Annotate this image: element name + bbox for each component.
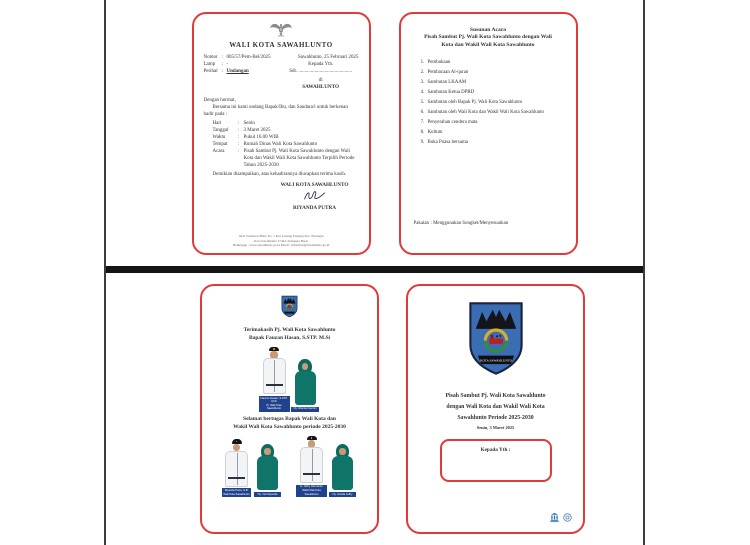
heritage-logos — [549, 512, 572, 523]
page-agenda — [399, 12, 578, 255]
signer-name: RIYANDA PUTRA — [293, 204, 336, 211]
city-crest-icon — [280, 295, 299, 318]
footer-line: Kota Sawahlunto 27424, Sumatera Barat — [254, 238, 308, 243]
agenda-list — [412, 58, 565, 148]
footer-line: Jalan Soekarno-Hatta No. 1 Kel. Lubang Panjang Kec. Barangin — [238, 234, 324, 239]
agenda-item: 6. Sambutan oleh Wali Kota dan Wakil Wali Kota Sawahlunto — [426, 108, 565, 118]
event-details — [204, 120, 359, 169]
letter-meta — [204, 54, 283, 91]
salutation: Dengan hormat, — [203, 97, 236, 103]
official-photo — [298, 436, 326, 484]
outgoing-official-figure — [259, 347, 290, 412]
kepada-line: Kepada Yth. — [308, 62, 334, 68]
agenda-item: 7. Penyerahan cendera mata — [426, 118, 565, 128]
top-page-row — [106, 0, 643, 266]
official-photo — [223, 439, 251, 487]
agenda-item: 9. Buka Puasa bersama — [426, 138, 565, 148]
place-date: Sawahlunto, 25 Februari 2025 — [297, 55, 359, 61]
page-officials-photos — [200, 284, 379, 534]
spouse-photo — [254, 443, 282, 491]
mayor-figure — [221, 439, 252, 496]
addressee-block — [283, 54, 359, 91]
spouse-photo — [329, 443, 357, 491]
outgoing-photo — [208, 347, 371, 412]
page-divider — [106, 266, 643, 273]
agenda-item: 1. Pembukaan — [426, 58, 565, 68]
agenda-item: 8. Kultum — [426, 128, 565, 138]
signature-icon — [302, 189, 328, 202]
meta-nomor: Nomor : 005/57/Pem-Bel/2025 — [203, 55, 271, 61]
vice-mayor-spouse-figure — [327, 443, 358, 497]
letter-footer — [204, 234, 359, 247]
photo-name-label: Ny. Ghenia Fauzan — [291, 407, 318, 412]
detail-hari: Hari : Senin — [212, 120, 255, 126]
di-line: di — [318, 78, 323, 84]
outgoing-spouse-figure — [290, 358, 321, 412]
city-line: SAWAHLUNTO — [302, 84, 340, 91]
spouse-photo — [291, 358, 319, 406]
footer-line: Homepage : www.sawahlunto.go.id Email : informasi@sawahlunto.go.id — [232, 243, 330, 248]
photo-name-label: Fauzan Hasan, S.STP. M.Si Pj. Wali Kota Sawahlunto — [260, 396, 288, 411]
signer-title: WALI KOTA SAWAHLUNTO — [280, 181, 349, 188]
office-title: WALI KOTA SAWAHLUNTO — [229, 40, 333, 49]
city-crest-icon — [464, 300, 528, 377]
sdr-line: Sdr. ........................................... — [289, 69, 353, 75]
agenda-item: 4. Sambutan Ketua DPRD — [426, 88, 565, 98]
thanks-heading: Terimakasih Pj. Wali Kota Sawahlunto Bapak Fauzan Hasan, S.STP. M.Si — [243, 327, 336, 341]
vice-mayor-figure — [296, 436, 327, 497]
closing-paragraph: Demikian disampaikan, atas kehadirannya diucapkan terima kasih. — [212, 171, 347, 177]
mayor-spouse-figure — [252, 443, 283, 497]
dress-code: Pakaian : Menggunakan Songket/Menyesuaikan — [413, 220, 509, 226]
photo-name-label: Ny. Yeri Riyanda — [254, 492, 281, 497]
garuda-emblem-icon — [269, 21, 293, 37]
detail-acara: Acara : Pisah Sambut Pj. Wali Kota Sawahlunto dengan Wali Kota dan Wakil Wali Kota Sawahlunto Terpilih Periode Tahun 2025-2030 — [212, 148, 355, 168]
page-invitation-letter — [192, 12, 371, 255]
cover-title: Pisah Sambut Pj. Wali Kota Sawahlunto dengan Wali Kota dan Wakil Wali Kota Sawahlunto Periode 2025-2030 — [445, 393, 546, 421]
signature-block — [271, 182, 359, 213]
svg-text:KOTA SAWAHLUNTO: KOTA SAWAHLUNTO — [479, 358, 512, 363]
unesco-logo-icon — [549, 512, 560, 523]
letterhead — [204, 21, 359, 40]
agenda-item: 3. Sambutan LKAAM — [426, 78, 565, 88]
addressee-box: Kepada Yth : — [440, 439, 552, 482]
spread-frame — [104, 0, 645, 545]
cover-date: Senin, 3 Maret 2025 — [476, 425, 515, 430]
page-cover — [406, 284, 585, 534]
meta-lamp: Lamp : - — [203, 62, 229, 68]
detail-waktu: Waktu : Pukul 16.00 WIB — [212, 134, 279, 140]
detail-tanggal: Tanggal : 3 Maret 2025 — [212, 127, 271, 133]
svg-text:KOTA SAWAHLUNTO: KOTA SAWAHLUNTO — [284, 313, 295, 315]
agenda-item: 5. Sambutan oleh Bapak Pj. Wali Kota Sawahlunto — [426, 98, 565, 108]
agenda-item: 2. Pembacaan Al-quran — [426, 68, 565, 78]
official-photo — [260, 347, 288, 395]
incoming-photo — [208, 436, 371, 497]
meta-perihal: Perihal : Undangan — [203, 69, 249, 75]
agenda-title: Susunan Acara Pisah Sambut Pj. Wali Kota Sawahlunto dengan Wali Kota dan Wakil Wali Kota Sawahlunto — [424, 26, 552, 49]
intro-paragraph: Bersama ini kami undang Bapak/Ibu, dan Saudara/i untuk berkenan hadir pada : — [203, 104, 348, 117]
congrats-heading: Selamat bertugas Bapak Wali Kota dan Wakil Wali Kota Sawahlunto periode 2025-2030 — [233, 415, 346, 430]
world-heritage-logo-icon — [563, 513, 572, 522]
bottom-page-row — [106, 273, 643, 545]
photo-name-label: H. Jeffry Hermanto Wakil Wali Kota Sawahlunto — [296, 485, 327, 497]
detail-tempat: Tempat : Rumah Dinas Wali Kota Sawahlunto — [212, 141, 318, 147]
photo-name-label: Riyanda Putra, S.IP Wali Kota Sawahlunto — [223, 488, 250, 496]
photo-name-label: Ny. Imelda Jeffry — [329, 492, 356, 497]
